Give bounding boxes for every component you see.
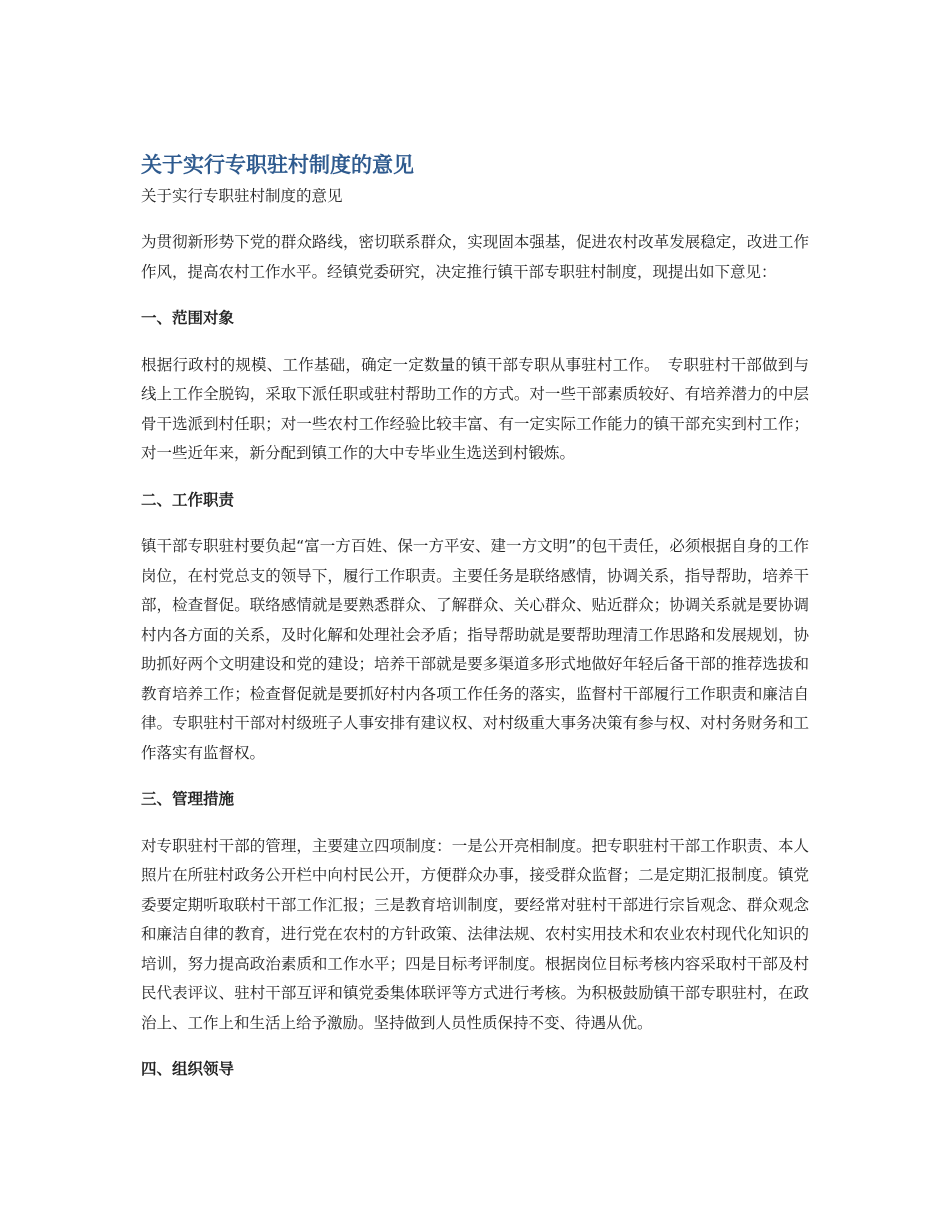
document-page <box>141 150 809 1085</box>
section-heading-leadership: 四、组织领导 <box>141 1060 235 1078</box>
document-subtitle: 关于实行专职驻村制度的意见 <box>141 187 343 205</box>
section-heading-scope: 一、范围对象 <box>141 309 235 327</box>
section-heading-management: 三、管理措施 <box>141 790 235 808</box>
intro-paragraph: 为贯彻新形势下党的群众路线，密切联系群众，实现固本强基，促进农村改革发展稳定，改进工作作风，提高农村工作水平。经镇党委研究，决定推行镇干部专职驻村制度，现提出如下意见： <box>141 233 809 281</box>
section-heading-duties: 二、工作职责 <box>141 490 235 509</box>
document-title: 关于实行专职驻村制度的意见 <box>141 153 414 177</box>
section-body-scope: 根据行政村的规模、工作基础，确定一定数量的镇干部专职从事驻村工作。 专职驻村干部做到与线上工作全脱钩，采取下派任职或驻村帮助工作的方式。对一些干部素质较好、有培养潜力的中层骨干选派到村任职；对一些农村工作经验比较丰富、有一定实际工作能力的镇干部充实到村工作；对一些近年来，新分配到镇工作的大中专毕业生选送到村锻炼。 <box>141 355 809 462</box>
section-body-duties: 镇干部专职驻村要负起“富一方百姓、保一方平安、建一方文明”的包干责任，必须根据自身的工作岗位，在村党总支的领导下，履行工作职责。主要任务是联络感情，协调关系，指导帮助，培养干部，检查督促。联络感情就是要熟悉群众、了解群众、关心群众、贴近群众；协调关系就是要协调村内各方面的关系，及时化解和处理社会矛盾；指导帮助就是要帮助理清工作思路和发展规划，协助抓好两个文明建设和党的建设；培养干部就是要多渠道多形式地做好年轻后备干部的推荐选拔和教育培养工作；检查督促就是要抓好村内各项工作任务的落实，监督村干部履行工作职责和廉洁自律。专职驻村干部对村级班子人事安排有建议权、对村级重大事务决策有参与权、对村务财务和工作落实有监督权。 <box>141 537 809 762</box>
section-body-management: 对专职驻村干部的管理，主要建立四项制度：一是公开亮相制度。把专职驻村干部工作职责、本人照片在所驻村政务公开栏中向村民公开，方便群众办事，接受群众监督；二是定期汇报制度。镇党委要定期听取联村干部工作汇报；三是教育培训制度，要经常对驻村干部进行宗旨观念、群众观念和廉洁自律的教育，进行党在农村的方针政策、法律法规、农村实用技术和农业农村现代化知识的培训，努力提高政治素质和工作水平；四是目标考评制度。根据岗位目标考核内容采取村干部及村民代表评议、驻村干部互评和镇党委集体联评等方式进行考核。为积极鼓励镇干部专职驻村，在政治上、工作上和生活上给予激励。坚持做到人员性质保持不变、待遇从优。 <box>141 836 809 1032</box>
